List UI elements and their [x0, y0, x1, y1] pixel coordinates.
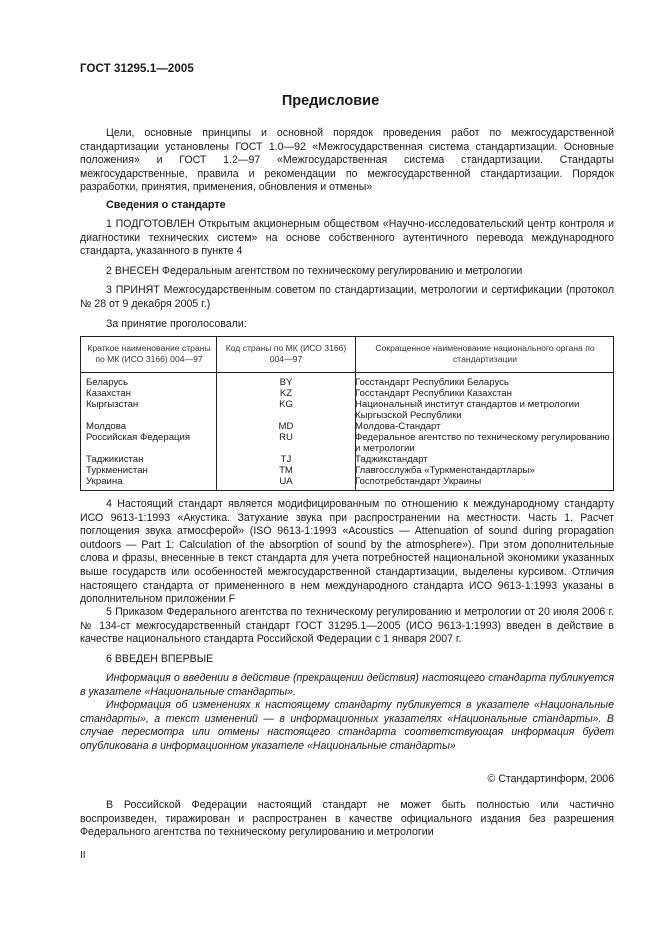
country-name: Туркменистан — [86, 465, 148, 476]
country-name: Таджикистан — [86, 454, 144, 465]
country-name: Молдова — [86, 421, 127, 432]
country-code: UA — [279, 476, 293, 487]
table-header — [81, 337, 613, 373]
header-country: Краткое наименование страны по МК (ИСО 3166) 004—97 — [87, 343, 211, 364]
intro-paragraph: Цели, основные принципы и основной порядок проведения работ по межгосударственной стандартизации установлены ГОСТ 1.0—92 «Межгосударственная система стандартизации. Основные положения» и ГОСТ 1.2—97 «Межгосударственная система стандартизации. Стандарты межгосударственные, правила и рекомендации по межгосударственной стандартизации. Порядок разработки, принятия, применения, обновления и отмены» — [80, 127, 614, 194]
item-3-adopted: 3 ПРИНЯТ Межгосударственным советом по стандартизации, метрологии и сертификации (протокол № 28 от 9 декабря 2005 г.) — [80, 284, 614, 310]
country-name: Российская Федерация — [86, 432, 191, 443]
standards-body: Национальный институт стандартов и метрологии Кыргызской Республики — [355, 399, 580, 421]
country-name: Украина — [86, 476, 123, 487]
voting-countries-table — [80, 336, 614, 491]
standards-body: Госстандарт Республики Казахстан — [355, 388, 512, 399]
country-code: RU — [279, 432, 293, 443]
country-name: Кыргызстан — [86, 399, 139, 410]
item-2-submitted: 2 ВНЕСЕН Федеральным агентством по техническому регулированию и метрологии — [106, 265, 523, 277]
country-name: Беларусь — [86, 377, 128, 388]
page-number: II — [80, 850, 86, 861]
item-6-introduced: 6 ВВЕДЕН ВПЕРВЫЕ — [106, 653, 214, 665]
page-title: Предисловие — [281, 93, 380, 109]
standards-body: Федеральное агентство по техническому регулированию и метрологии — [355, 432, 610, 454]
country-code: BY — [279, 377, 293, 388]
item-4-modification: 4 Настоящий стандарт является модифицированным по отношению к международному стандарту ИСО 9613-1:1993 «Акустика. Затухание звука при распространении на местности. Часть 1. Расчет поглощения звука атмосферой» (ISO 9613-1:1993 «Acoustics — Attenuation of sound during propagation outdoors — Part 1: Calculation of the absorption of sound by the atmosphere»). При этом дополнительные слова и фразы, внесенные в текст стандарта для учета потребностей национальной экономики указанных выше государств или особенностей межгосударственной стандартизации, выделены курсивом. Отличия настоящего стандарта от примененного в нем международного стандарта ИСО 9613-1:1993 указаны в дополнительном приложении F — [80, 498, 614, 606]
header-code: Код страны по МК (ИСО 3166) 004—97 — [225, 343, 347, 364]
info-italic-1: Информация о введении в действие (прекращении действия) настоящего стандарта публикуется в указателе «Национальные стандарты». — [80, 672, 614, 698]
header-body: Сокращенное наименование национального органа по стандартизации — [375, 343, 595, 364]
standards-body: Молдова-Стандарт — [355, 421, 441, 432]
item-1-prepared: 1 ПОДГОТОВЛЕН Открытым акционерным обществом «Научно-исследовательский центр контроля и диагностики технических систем» на основе собственного аутентичного перевода международного стандарта, указанного в пункте 4 — [80, 218, 614, 258]
country-code: MD — [278, 421, 294, 432]
country-name: Казахстан — [86, 388, 131, 399]
voted-label: За принятие проголосовали: — [106, 318, 247, 330]
standards-body: Таджикстандарт — [355, 454, 428, 465]
standards-body: Госпотребстандарт Украины — [355, 476, 482, 487]
document-code-header: ГОСТ 31295.1—2005 — [80, 63, 194, 75]
country-code: KZ — [279, 388, 293, 399]
copyright-notice: © Стандартинформ, 2006 — [487, 773, 614, 785]
reproduction-notice: В Российской Федерации настоящий стандарт не может быть полностью или частично воспроизведен, тиражирован и распространен в качестве официального издания без разрешения Федерального агентства по техническому регулированию и метрологии — [80, 799, 614, 839]
info-italic-2: Информация об изменениях к настоящему стандарту публикуется в указателе «Национальные стандарты», а текст изменений — в информационных указателях «Национальные стандарты». В случае пересмотра или отмены настоящего стандарта соответствующая информация будет опубликована в информационном указателе «Национальные стандарты» — [80, 699, 614, 752]
standard-info-heading: Сведения о стандарте — [106, 199, 226, 211]
country-code: TJ — [280, 454, 292, 465]
standards-body: Госстандарт Республики Беларусь — [355, 377, 509, 388]
item-5-order: 5 Приказом Федерального агентства по техническому регулированию и метрологии от 20 июля 2006 г. № 134-ст межгосударственный стандарт ГОСТ 31295.1—2005 (ИСО 9613-1:1993) введен в действие в качестве национального стандарта Российской Федерации с 1 января 2007 г. — [80, 606, 614, 646]
country-code: TM — [279, 465, 293, 476]
country-code: KG — [279, 399, 293, 410]
standards-body: Главгосслужба «Туркменстандартлары» — [355, 465, 535, 476]
